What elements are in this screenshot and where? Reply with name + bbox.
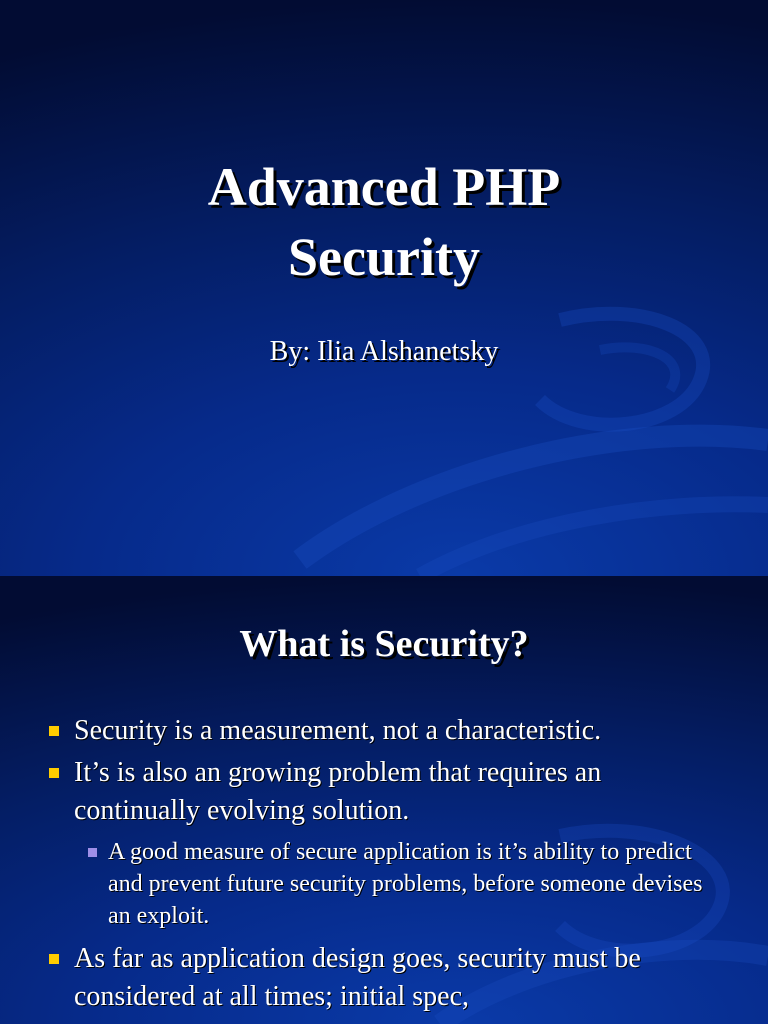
- bullet-list: [0, 712, 768, 1020]
- subbullet-text: A good measure of secure application is it’s ability to predict and prevent future security problems, before someone devises an exploit.: [108, 839, 703, 929]
- bullet-item: [0, 940, 768, 1016]
- bullet-text: Security is a measurement, not a characteristic.: [74, 715, 602, 746]
- bullet-text: As far as application design goes, security must be considered at all times; initial spec,: [74, 943, 641, 1012]
- subbullet-item: [0, 836, 768, 932]
- slide-title: What is Security?: [239, 623, 529, 665]
- square-bullet-icon: [49, 726, 59, 736]
- square-bullet-icon: [49, 768, 59, 778]
- content-slide: [0, 576, 768, 1024]
- slide-title: [0, 152, 768, 292]
- title-line-1: Advanced PHP: [207, 157, 561, 217]
- title-line-2: Security: [288, 227, 480, 287]
- square-bullet-icon: [49, 954, 59, 964]
- square-subbullet-icon: [88, 848, 97, 857]
- bullet-item: [0, 712, 768, 750]
- bullet-text: It’s is also an growing problem that requires an continually evolving solution.: [74, 757, 602, 826]
- bullet-item: [0, 754, 768, 830]
- slide-subtitle: By: Ilia Alshanetsky: [269, 336, 499, 367]
